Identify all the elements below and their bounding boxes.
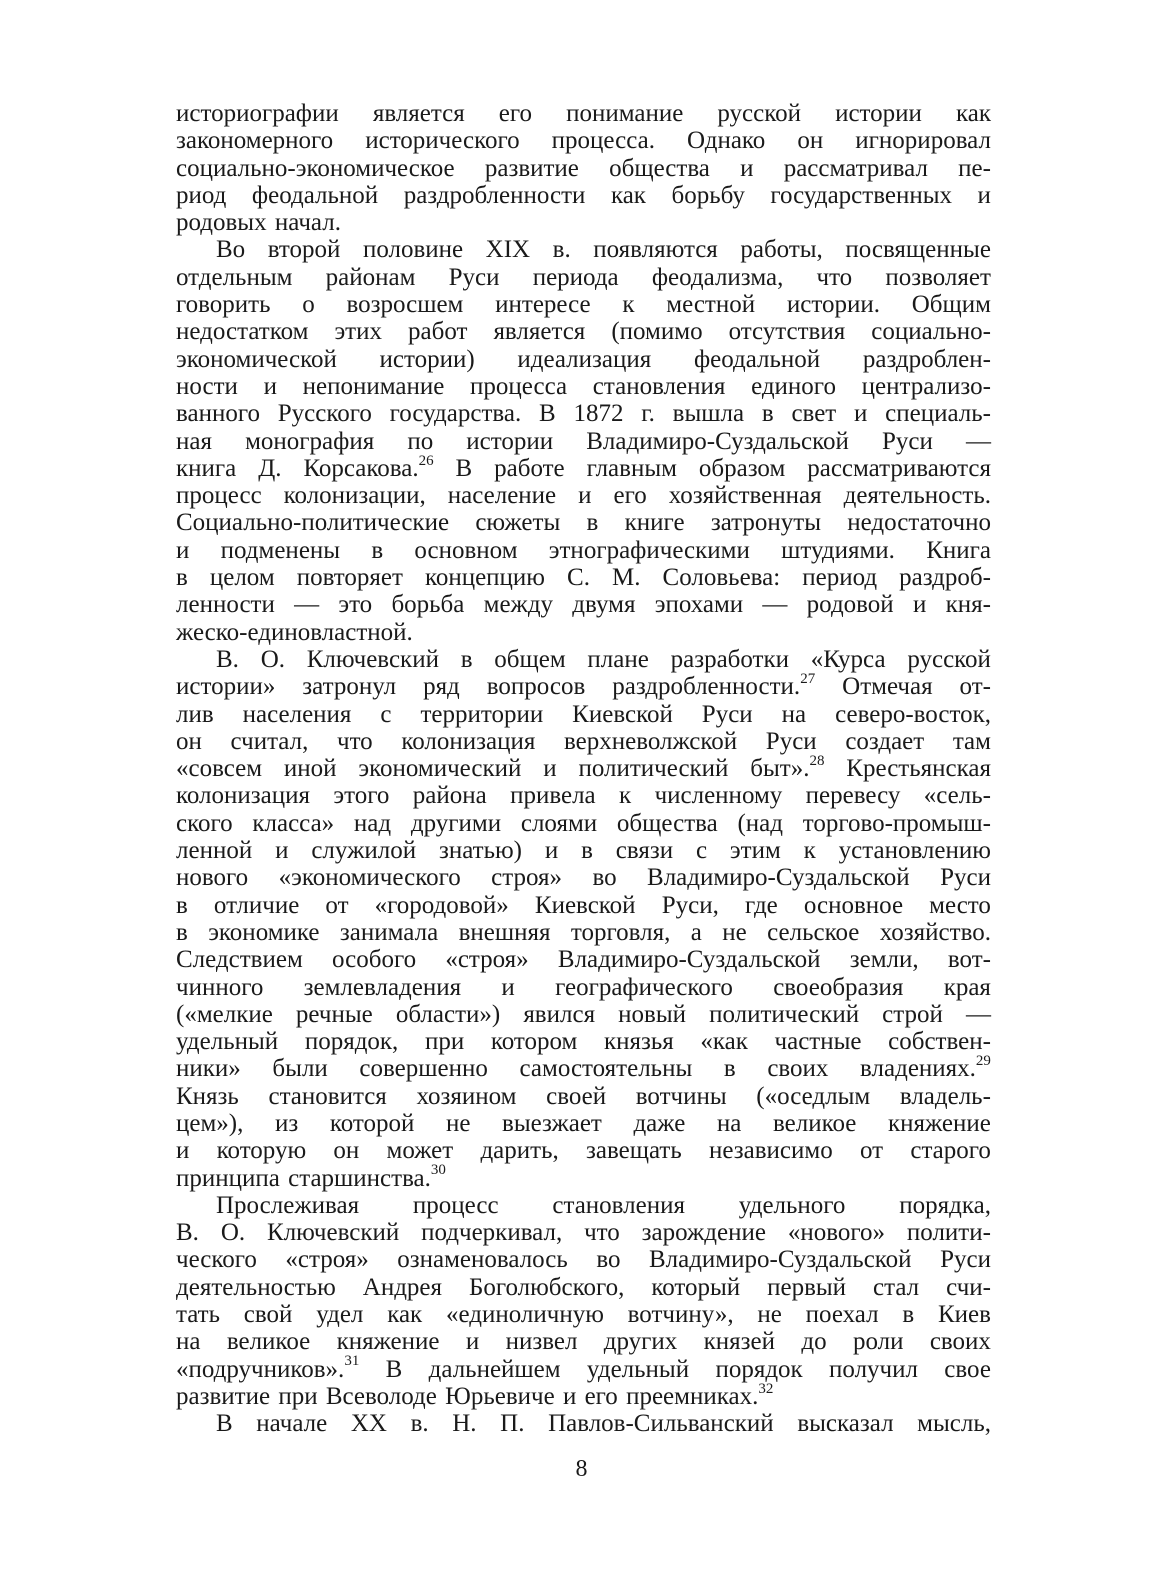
text-line: тать свой удел как «единоличную вотчину», не поехал в Киев — [176, 1301, 991, 1329]
text-line: чинного землевладения и географического своеобразия края — [176, 973, 991, 1001]
text-line: и которую он может дарить, завещать независимо от старого — [176, 1137, 991, 1165]
text-line: развитие при Всеволоде Юрьевиче и его преемниках.$^{32}$ — [176, 1380, 774, 1410]
text-line: говорить о возросшем интересе к местной истории. Общим — [176, 291, 991, 319]
text-line: ники» были совершенно самостоятельны в своих владениях.$^{29}$ — [176, 1053, 991, 1083]
text-line: в целом повторяет концепцию С. М. Соловьева: период раздроб- — [176, 564, 991, 592]
footnote-marker: 26 — [418, 452, 434, 469]
text-line: отдельным районам Руси периода феодализма, что позволяет — [176, 263, 991, 291]
footnote-marker: 31 — [344, 1353, 360, 1370]
text-line: ческого «строя» ознаменовалось во Владимиро-Суздальской Руси — [176, 1246, 991, 1274]
footnote-marker: 30 — [430, 1162, 446, 1179]
text-line: Во второй половине XIX в. появляются работы, посвященные — [216, 236, 991, 264]
text-line: экономической истории) идеализация феодальной раздроблен- — [176, 345, 991, 373]
page-number: 8 — [575, 1456, 588, 1482]
text-line: ского класса» над другими слоями общества (над торгово-промыш- — [176, 809, 991, 837]
text-line: социально-экономическое развитие общества и рассматривал пе- — [176, 154, 991, 182]
text-line: ленной и служилой знатью) и в связи с этим к установлению — [176, 837, 991, 865]
footnote-marker: 29 — [975, 1053, 991, 1070]
text-line: Следствием особого «строя» Владимиро-Суздальской земли, вот- — [176, 946, 991, 974]
text-line: ванного Русского государства. В 1872 г. вышла в свет и специаль- — [176, 400, 991, 428]
text-line: Князь становится хозяином своей вотчины («оседлым владель- — [176, 1082, 991, 1110]
text-line: ленности — это борьба между двумя эпохами — родовой и кня- — [176, 591, 991, 619]
text-line: нового «экономического строя» во Владимиро-Суздальской Руси — [176, 864, 991, 892]
text-line: он считал, что колонизация верхневолжской Руси создает там — [176, 727, 991, 755]
text-line: закономерного исторического процесса. Однако он игнорировал — [176, 127, 991, 155]
text-line: («мелкие речные области») явился новый политический строй — — [176, 1000, 991, 1028]
text-line: «совсем иной экономический и политический быт».$^{28}$ Крестьянская — [176, 752, 991, 783]
text-line: ная монография по истории Владимиро-Суздальской Руси — — [176, 427, 991, 455]
text-line: истории» затронул ряд вопросов раздробленности.$^{27}$ Отмечая от- — [176, 670, 991, 701]
text-line: на великое княжение и низвел других князей до роли своих — [176, 1328, 991, 1356]
text-line: риод феодальной раздробленности как борьбу государственных и — [176, 181, 991, 209]
footnote-marker: 28 — [809, 752, 825, 769]
text-line: Социально-политические сюжеты в книге затронуты недостаточно — [176, 509, 991, 537]
text-line: принципа старшинства.$^{30}$ — [176, 1162, 446, 1192]
text-line: жеско-единовластной. — [176, 618, 413, 646]
text-line: в экономике занимала внешняя торговля, а не сельское хозяйство. — [176, 918, 991, 946]
text-line: лив населения с территории Киевской Руси на северо-восток, — [176, 700, 991, 728]
text-line: родовых начал. — [176, 209, 341, 237]
text-line: В. О. Ключевский в общем плане разработки «Курса русской — [216, 645, 991, 673]
text-line: Прослеживая процесс становления удельного порядка, — [216, 1191, 991, 1219]
text-line: недостатком этих работ является (помимо отсутствия социально- — [176, 318, 991, 346]
text-line: удельный порядок, при котором князья «как частные собствен- — [176, 1028, 991, 1056]
text-line: деятельностью Андрея Боголюбского, который первый стал счи- — [176, 1273, 991, 1301]
text-line: и подменены в основном этнографическими штудиями. Книга — [176, 536, 991, 564]
body-text — [176, 100, 991, 1438]
text-line: В. О. Ключевский подчеркивал, что зарождение «нового» полити- — [176, 1219, 991, 1247]
text-line: колонизация этого района привела к численному перевесу «сель- — [176, 782, 991, 810]
text-line: цем»), из которой не выезжает даже на великое княжение — [176, 1109, 991, 1137]
text-line: процесс колонизации, население и его хозяйственная деятельность. — [176, 482, 991, 510]
text-line: историографии является его понимание русской истории как — [176, 100, 991, 127]
footnote-marker: 32 — [758, 1380, 774, 1397]
footnote-marker: 27 — [800, 670, 816, 687]
text-line: В начале XX в. Н. П. Павлов-Сильванский высказал мысль, — [216, 1410, 991, 1438]
text-line: книга Д. Корсакова.$^{26}$ В работе главным образом рассматриваются — [176, 452, 991, 482]
text-line: «подручников».$^{31}$ В дальнейшем удельный порядок получил свое — [176, 1353, 991, 1383]
text-line: ности и непонимание процесса становления единого централизо- — [176, 372, 991, 400]
text-line: в отличие от «городовой» Киевской Руси, где основное место — [176, 891, 991, 919]
